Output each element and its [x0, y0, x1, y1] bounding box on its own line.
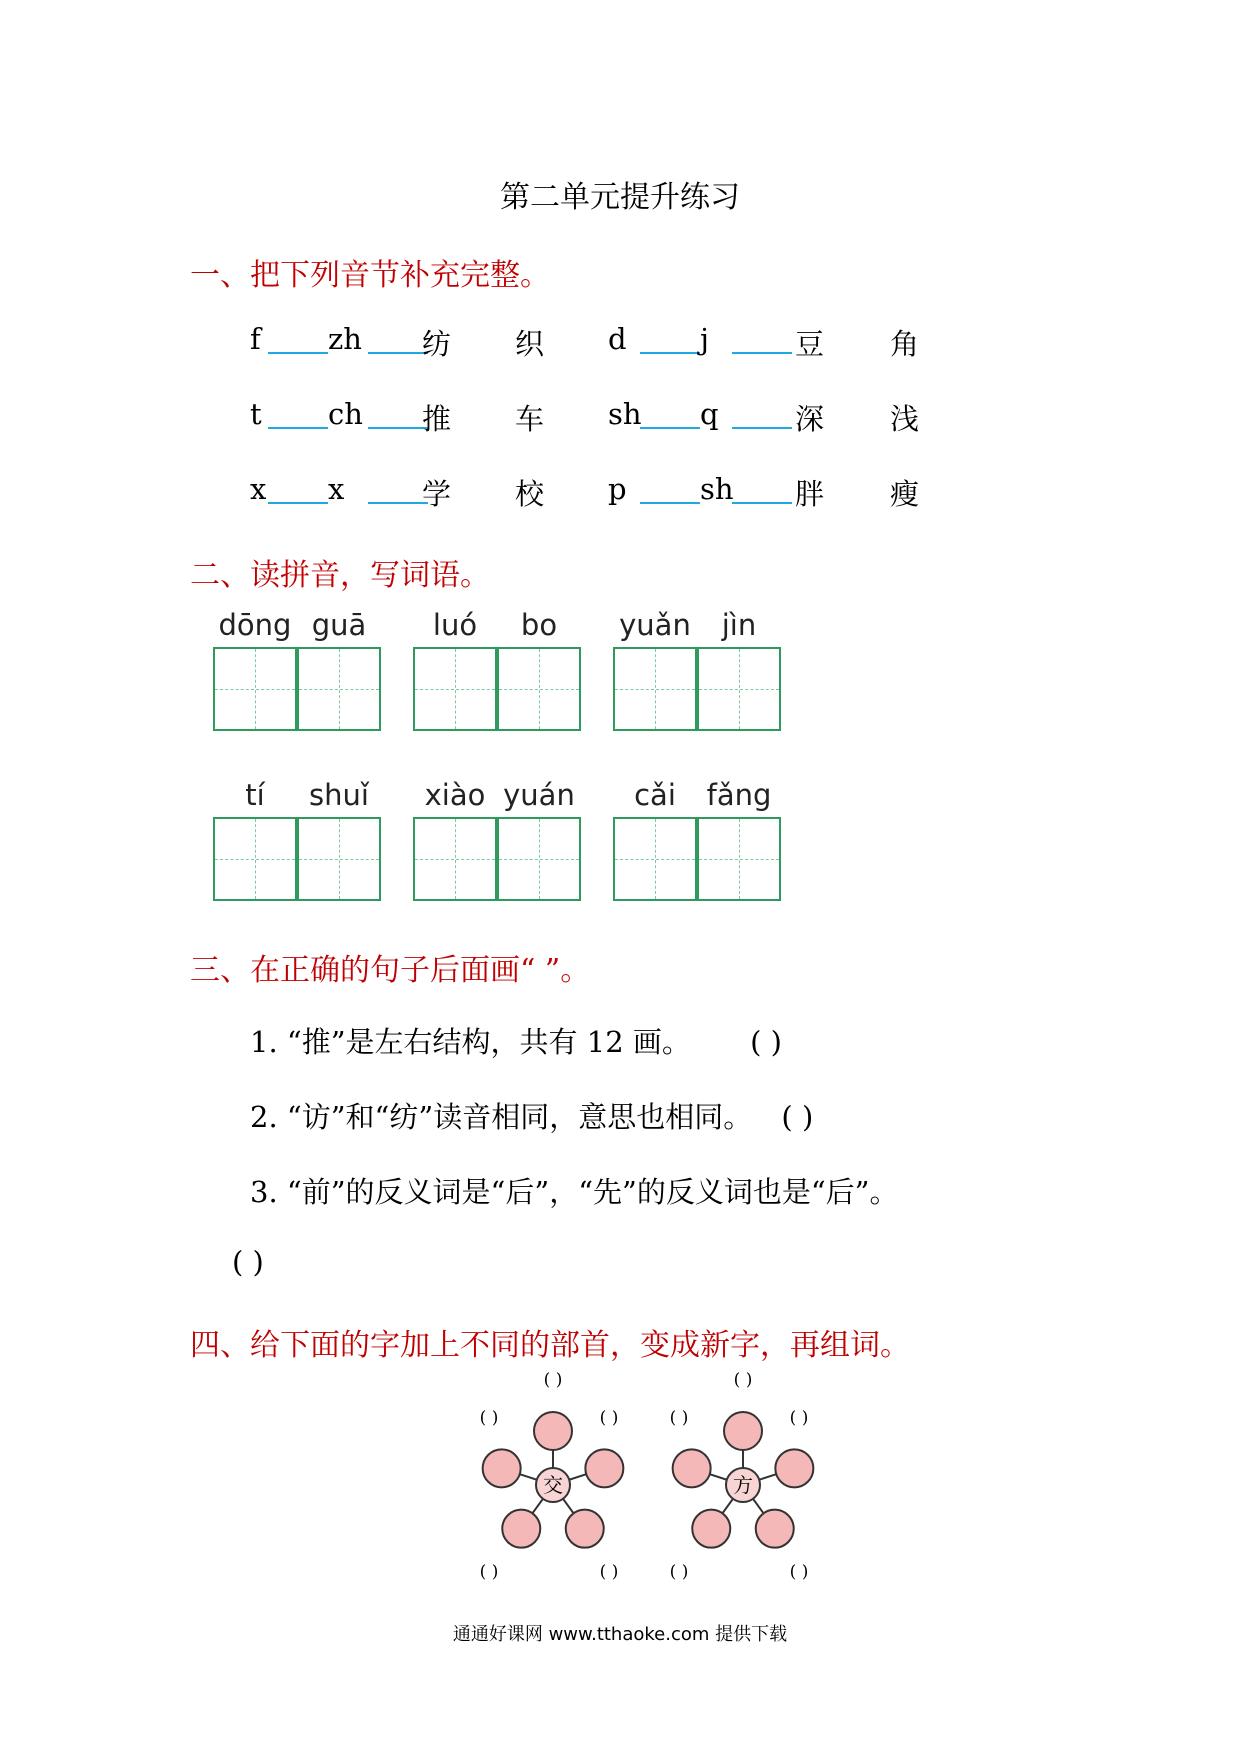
initial-text: j [700, 322, 709, 356]
petal-circle[interactable] [566, 1510, 604, 1548]
writing-grid-box[interactable] [497, 817, 581, 901]
fill-in-blank[interactable] [268, 322, 328, 354]
fill-in-blank[interactable] [368, 472, 428, 504]
petal-circle[interactable] [585, 1449, 623, 1487]
fill-in-blank[interactable] [268, 472, 328, 504]
pinyin-label: cǎi [634, 778, 676, 812]
grid-guide-horizontal [215, 859, 295, 860]
writing-grid-box[interactable] [213, 817, 297, 901]
pinyin-label: guā [311, 608, 367, 642]
writing-grid-box[interactable] [697, 817, 781, 901]
section4-heading: 四、给下面的字加上不同的部首，变成新字，再组词。 [190, 1328, 910, 1363]
fill-in-blank[interactable] [368, 397, 428, 429]
flower-diagram [670, 1370, 814, 1582]
petal-circle[interactable] [756, 1510, 794, 1548]
writing-grid-box[interactable] [297, 817, 381, 901]
question-3 [250, 1170, 899, 1211]
character-text: 车 [515, 402, 545, 436]
initial-text: t [250, 397, 262, 431]
character-text: 织 [515, 327, 545, 361]
character-text: 胖 [795, 477, 825, 511]
fill-in-blank[interactable] [640, 472, 700, 504]
center-character: 交 [543, 1473, 563, 1497]
pinyin-label: yuán [503, 778, 575, 812]
question-3-text: 3. “前”的反义词是“后”，“先”的反义词也是“后”。 [250, 1175, 899, 1209]
character-text: 校 [515, 477, 545, 511]
petal-circle[interactable] [483, 1449, 521, 1487]
word-blank-paren[interactable]: ( ) [789, 1562, 809, 1582]
initial-text: p [608, 472, 627, 506]
answer-paren-3[interactable]: ( ) [232, 1245, 264, 1279]
center-character: 方 [733, 1473, 753, 1497]
writing-grid-box[interactable] [297, 647, 381, 731]
pinyin-label: shuǐ [309, 778, 369, 812]
question-2-text: 2. “访”和“纺”读音相同，意思也相同。 [250, 1100, 753, 1134]
initial-text: x [250, 472, 267, 506]
grid-guide-horizontal [299, 859, 379, 860]
character-text: 豆 [795, 327, 825, 361]
grid-guide-horizontal [699, 689, 779, 690]
initial-text: q [700, 397, 719, 431]
character-text: 角 [890, 327, 920, 361]
page-title: 第二单元提升练习 [500, 180, 740, 215]
initial-text: x [328, 472, 345, 506]
pinyin-label: xiào [424, 778, 486, 812]
word-blank-paren[interactable]: ( ) [599, 1562, 619, 1582]
petal-circle[interactable] [502, 1510, 540, 1548]
initial-text: sh [608, 397, 642, 431]
petal-circle[interactable] [673, 1449, 711, 1487]
question-1 [250, 1020, 782, 1061]
writing-grid-box[interactable] [697, 647, 781, 731]
word-blank-paren[interactable]: ( ) [479, 1562, 499, 1582]
pinyin-label: fǎng [706, 778, 772, 812]
petal-circle[interactable] [775, 1449, 813, 1487]
writing-grid-box[interactable] [213, 647, 297, 731]
pinyin-label: dōng [218, 608, 292, 642]
character-text: 推 [422, 402, 452, 436]
section3-heading: 三、在正确的句子后面画“ ”。 [190, 953, 591, 988]
character-text: 浅 [890, 402, 920, 436]
initial-text: zh [328, 322, 362, 356]
word-blank-paren[interactable]: ( ) [479, 1408, 499, 1428]
writing-grid-box[interactable] [613, 647, 697, 731]
pinyin-label: tí [245, 778, 265, 812]
pinyin-label: jìn [721, 608, 757, 642]
fill-in-blank[interactable] [268, 397, 328, 429]
character-text: 深 [795, 402, 825, 436]
character-text: 学 [422, 477, 452, 511]
word-blank-paren[interactable]: ( ) [543, 1370, 563, 1390]
grid-guide-horizontal [415, 859, 495, 860]
writing-grid-box[interactable] [413, 817, 497, 901]
initial-text: f [250, 322, 261, 356]
initial-text: ch [328, 397, 363, 431]
fill-in-blank[interactable] [368, 322, 428, 354]
grid-guide-horizontal [215, 689, 295, 690]
writing-grid-box[interactable] [613, 817, 697, 901]
radical-flower-diagrams [460, 1370, 840, 1582]
word-blank-paren[interactable]: ( ) [669, 1562, 689, 1582]
question-1-text: 1. “推”是左右结构，共有 12 画。 [250, 1025, 691, 1059]
petal-circle[interactable] [692, 1510, 730, 1548]
writing-grid-box[interactable] [413, 647, 497, 731]
grid-guide-horizontal [615, 859, 695, 860]
fill-in-blank[interactable] [640, 397, 700, 429]
word-blank-paren[interactable]: ( ) [599, 1408, 619, 1428]
grid-guide-horizontal [499, 689, 579, 690]
petal-circle[interactable] [724, 1412, 762, 1450]
pinyin-label: yuǎn [619, 608, 691, 642]
section2-heading: 二、读拼音，写词语。 [190, 558, 490, 593]
footer-credit: 通通好课网 www.tthaoke.com 提供下载 [452, 1624, 788, 1645]
fill-in-blank[interactable] [732, 472, 792, 504]
grid-guide-horizontal [299, 689, 379, 690]
grid-guide-horizontal [699, 859, 779, 860]
word-blank-paren[interactable]: ( ) [669, 1408, 689, 1428]
grid-guide-horizontal [615, 689, 695, 690]
petal-circle[interactable] [534, 1412, 572, 1450]
initial-text: d [608, 322, 627, 356]
question-2 [250, 1095, 813, 1136]
character-text: 纺 [422, 327, 452, 361]
flower-diagram [480, 1370, 624, 1582]
fill-in-blank[interactable] [732, 397, 792, 429]
writing-grid-box[interactable] [497, 647, 581, 731]
initial-text: sh [700, 472, 734, 506]
section1-heading: 一、把下列音节补充完整。 [190, 258, 550, 293]
character-text: 瘦 [890, 477, 920, 511]
pinyin-label: bo [520, 608, 558, 642]
grid-guide-horizontal [415, 689, 495, 690]
pinyin-label: luó [432, 608, 478, 642]
answer-paren-2[interactable]: ( ) [781, 1100, 814, 1134]
grid-guide-horizontal [499, 859, 579, 860]
word-blank-paren[interactable]: ( ) [789, 1408, 809, 1428]
fill-in-blank[interactable] [640, 322, 700, 354]
fill-in-blank[interactable] [732, 322, 792, 354]
answer-paren-1[interactable]: ( ) [750, 1025, 782, 1059]
word-blank-paren[interactable]: ( ) [733, 1370, 753, 1390]
